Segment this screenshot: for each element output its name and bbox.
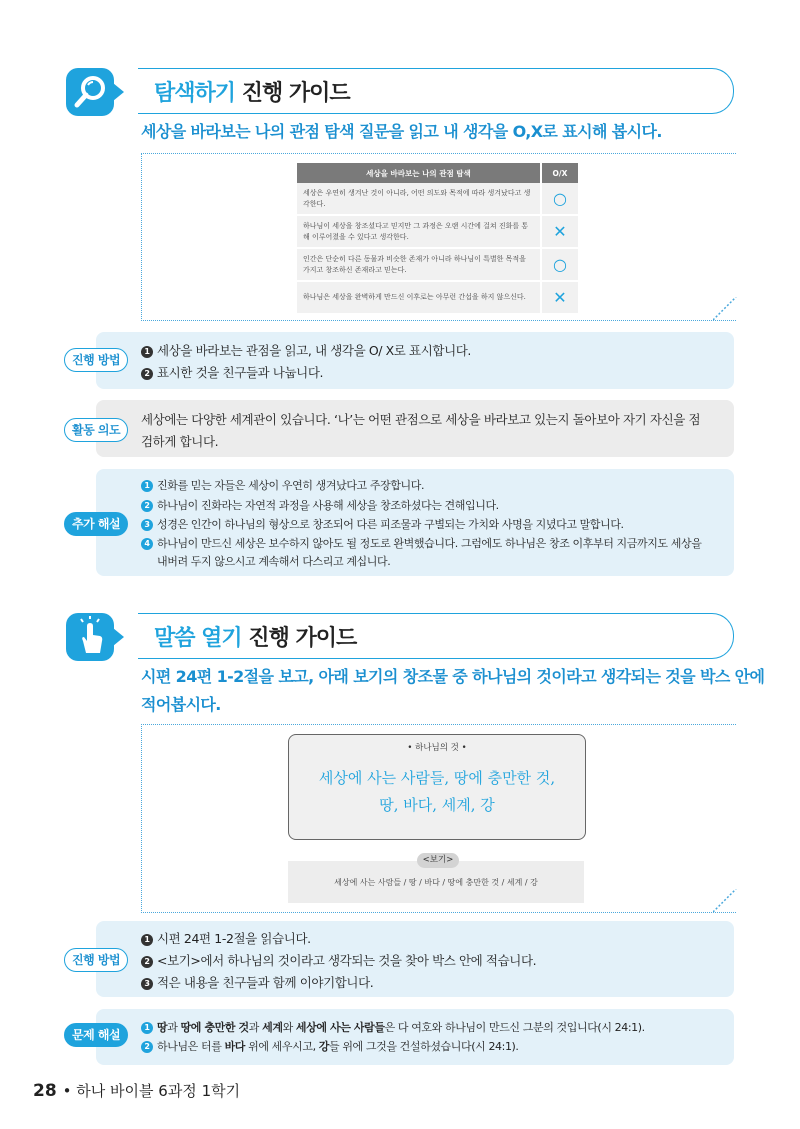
extra-item-4: 4 하나님이 만드신 세상은 보수하지 않아도 될 정도로 완벽했습니다. 그럼에도 하나님은 창조 이후부터 지금까지도 세상을	[141, 535, 701, 551]
section-header-word	[66, 613, 734, 661]
intent-line-2: 검하게 합니다.	[141, 434, 219, 449]
question-line-2: 적어봅시다.	[141, 695, 221, 714]
answer-item-1: 1 땅과 땅에 충만한 것과 세계와 세상에 사는 사람들은 다 여호와 하나님이 만드신 그분의 것입니다(시 24:1).	[141, 1019, 645, 1035]
answer-item-2: 2 하나님은 터를 바다 위에 세우시고, 강들 위에 그것을 건설하셨습니다(시 24:1).	[141, 1038, 519, 1054]
method-label: 진행 방법	[64, 348, 128, 372]
question-text: 세상을 바라보는 나의 관점 탐색 질문을 읽고 내 생각을 O,X로 표시해 봅시다.	[141, 122, 662, 141]
circle-icon: ○	[541, 183, 578, 215]
method-item-2: 2 <보기>에서 하나님의 것이라고 생각되는 것을 찾아 박스 안에 적습니다.	[141, 951, 536, 969]
table-row: 하나님은 세상을 완벽하게 만드신 이후로는 아무런 간섭을 하지 않으신다. ✕	[297, 281, 578, 314]
method-item-2: 2 표시한 것을 친구들과 나눕니다.	[141, 363, 323, 381]
question-line-1: 시편 24편 1-2절을 보고, 아래 보기의 창조물 중 하나님의 것이라고 생각되는 것을 박스 안에	[141, 667, 765, 686]
answer-panel	[96, 1009, 734, 1065]
table-header: 세상을 바라보는 나의 관점 탐색	[297, 163, 541, 183]
table-row: 하나님이 세상을 창조셨다고 믿지만 그 과정은 오랜 시간에 걸쳐 진화를 통해 이루어졌을 수 있다고 생각한다. ✕	[297, 215, 578, 248]
page-number: 28	[33, 1081, 57, 1101]
table-row: 인간은 단순히 다른 동물과 비슷한 존재가 아니라 하나님이 특별한 목적을 가지고 창조하신 존재라고 믿는다. ○	[297, 248, 578, 281]
bogi-list: 세상에 사는 사람들 / 땅 / 바다 / 땅에 충만한 것 / 세계 / 강	[288, 861, 584, 903]
book-title: • 하나 바이블 6과정 1학기	[62, 1082, 241, 1100]
extra-label: 추가 해설	[64, 512, 128, 536]
table-header-ox: O/X	[541, 163, 578, 183]
extra-item-2: 2 하나님이 진화라는 자연적 과정을 사용해 세상을 창조하셨다는 견해입니다.	[141, 497, 499, 513]
ox-table	[297, 163, 578, 315]
method-item-1: 1 시편 24편 1-2절을 읽습니다.	[141, 929, 311, 947]
extra-item-4-cont: 내버려 두지 않으시고 계속해서 다스리고 계십니다.	[157, 555, 391, 568]
extra-item-3: 3 성경은 인간이 하나님의 형상으로 창조되어 다른 피조물과 구별되는 가치와 사명을 지녔다고 말합니다.	[141, 516, 624, 532]
intent-line-1: 세상에는 다양한 세계관이 있습니다. ‘나’는 어떤 관점으로 세상을 바라보고 있는지 돌아보아 자기 자신을 점	[141, 412, 701, 427]
x-icon: ✕	[541, 215, 578, 248]
answer-label: 문제 해설	[64, 1023, 128, 1047]
magnifier-icon	[66, 68, 114, 116]
bogi-label: <보기>	[417, 853, 459, 868]
method-item-1: 1 세상을 바라보는 관점을 읽고, 내 생각을 O/ X로 표시합니다.	[141, 341, 471, 359]
intent-label: 활동 의도	[64, 418, 128, 442]
section-title: 탐색하기 진행 가이드	[154, 81, 350, 106]
circle-icon: ○	[541, 248, 578, 281]
table-row: 세상은 우연히 생겨난 것이 아니라, 어떤 의도와 목적에 따라 생겨났다고 생각한다. ○	[297, 183, 578, 215]
section-title: 말씀 열기 진행 가이드	[154, 626, 357, 651]
page-footer	[33, 1080, 240, 1101]
method-label: 진행 방법	[64, 948, 128, 972]
answer-box-label: • 하나님의 것 •	[407, 743, 467, 753]
method-item-3: 3 적은 내용을 친구들과 함께 이야기합니다.	[141, 973, 373, 991]
pointing-hand-icon	[66, 613, 114, 661]
answer-text: 세상에 사는 사람들, 땅에 충만한 것, 땅, 바다, 세계, 강	[318, 769, 556, 814]
section-header-explore	[66, 68, 734, 116]
answer-box	[288, 734, 586, 840]
extra-item-1: 1 진화를 믿는 자들은 세상이 우연히 생겨났다고 주장합니다.	[141, 477, 424, 493]
x-icon: ✕	[541, 281, 578, 314]
